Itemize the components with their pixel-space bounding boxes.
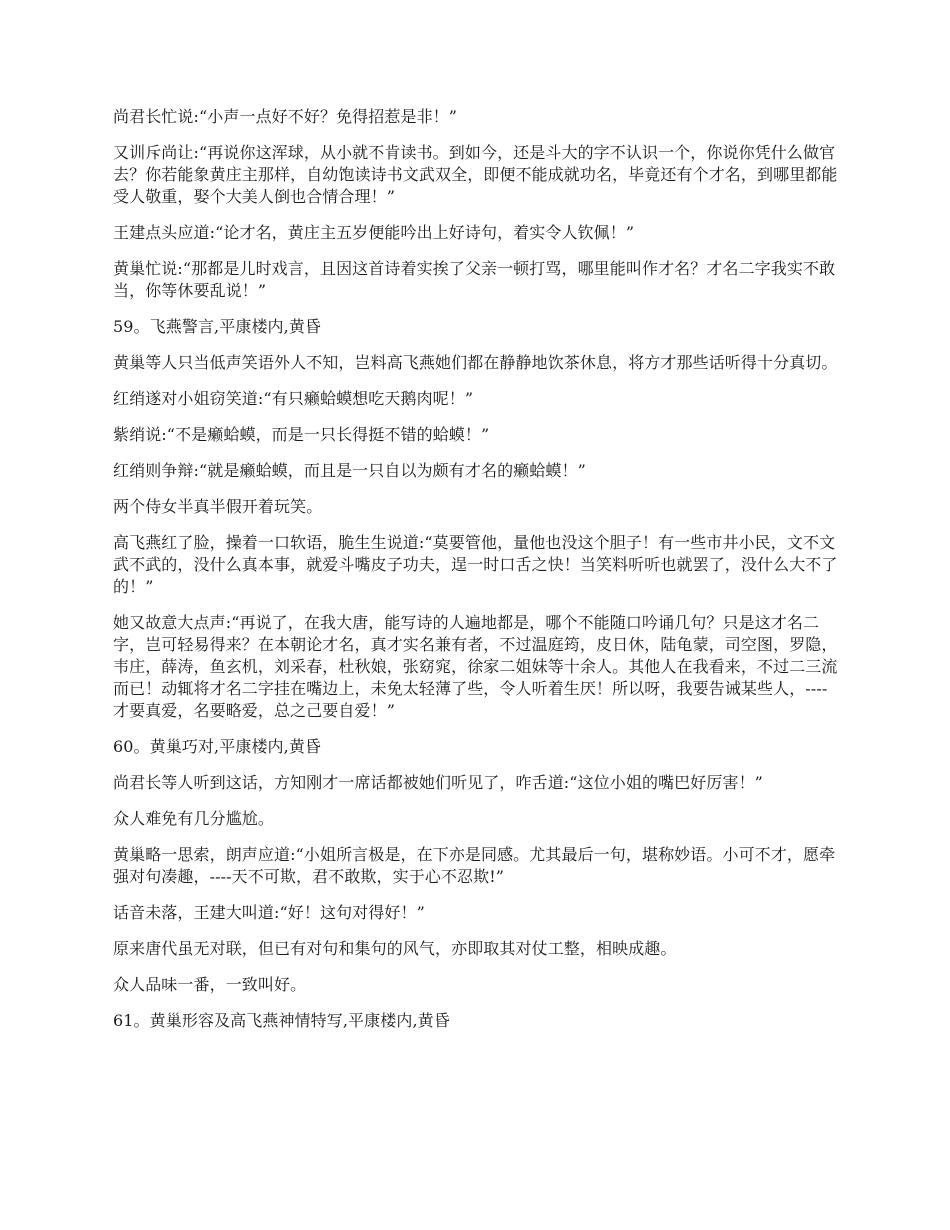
scene-heading: 59。飞燕警言,平康楼内,黄昏 <box>113 317 322 336</box>
paragraph: 她又故意大点声:“再说了，在我大唐，能写诗的人遍地都是，哪个不能随口吟诵几句？只是这才名二字，岂可轻易得来？在本朝论才名，真才实名兼有者，不过温庭筠，皮日休，陆龟蒙，司空图，罗隐，韦庄，薛涛，鱼玄机，刘采春，杜秋娘，张窈窕，徐家二姐妹等十余人。其他人在我看来，不过二三流而已！动辄将才名二字挂在嘴边上，未免太轻薄了些，令人听着生厌！所以呀，我要告诫某些人，----才要真爱，名要略爱，总之己要自爱！” <box>113 613 838 720</box>
paragraph: 尚君长忙说:“小声一点好不好？免得招惹是非！” <box>113 107 458 126</box>
scene-heading: 61。黄巢形容及高飞燕神情特写,平康楼内,黄昏 <box>113 1011 450 1030</box>
paragraph: 众人难免有几分尴尬。 <box>113 809 275 828</box>
paragraph: 原来唐代虽无对联，但已有对句和集句的风气，亦即取其对仗工整，相映成趣。 <box>113 939 677 958</box>
paragraph: 两个侍女半真半假开着玩笑。 <box>113 497 323 516</box>
paragraph: 又训斥尚让:“再说你这浑球，从小就不肯读书。到如今，还是斗大的字不认识一个，你说你凭什么做官去？你若能象黄庄主那样，自幼饱读诗书文武双全，即便不能成就功名，毕竟还有个才名，到哪里都能受人敬重，娶个大美人倒也合情合理！” <box>113 143 838 206</box>
paragraph: 话音未落，王建大叫道:“好！这句对得好！” <box>113 903 425 922</box>
paragraph: 王建点头应道:“论才名，黄庄主五岁便能吟出上好诗句，着实令人钦佩！” <box>113 223 635 242</box>
paragraph: 黄巢等人只当低声笑语外人不知，岂料高飞燕她们都在静静地饮茶休息，将方才那些话听得十分真切。 <box>113 353 838 372</box>
paragraph: 红绡则争辩:“就是癞蛤蟆，而且是一只自以为颇有才名的癞蛤蟆！” <box>113 461 586 480</box>
paragraph: 黄巢忙说:“那都是儿时戏言，且因这首诗着实挨了父亲一顿打骂，哪里能叫作才名？才名二字我实不敢当，你等休要乱说！” <box>113 259 836 300</box>
paragraph: 黄巢略一思索，朗声应道:“小姐所言极是，在下亦是同感。尤其最后一句，堪称妙语。小可不才，愿牵强对句凑趣，----天不可欺，君不敢欺，实于心不忍欺!” <box>113 845 836 886</box>
paragraph: 红绡遂对小姐窃笑道:“有只癞蛤蟆想吃天鹅肉呢！” <box>113 389 474 408</box>
document-page <box>113 106 840 1046</box>
paragraph: 紫绡说:“不是癞蛤蟆，而是一只长得挺不错的蛤蟆！” <box>113 425 490 444</box>
scene-heading: 60。黄巢巧对,平康楼内,黄昏 <box>113 737 322 756</box>
paragraph: 高飞燕红了脸，操着一口软语，脆生生说道:“莫要管他，量他也没这个胆子！有一些市井小民，文不文武不武的，没什么真本事，就爱斗嘴皮子功夫，逞一时口舌之快！当笑料听听也就罢了，没什么大不了的！” <box>113 533 838 596</box>
paragraph: 尚君长等人听到这话，方知刚才一席话都被她们听见了，咋舌道:“这位小姐的嘴巴好厉害！” <box>113 773 763 792</box>
paragraph: 众人品味一番，一致叫好。 <box>113 975 307 994</box>
